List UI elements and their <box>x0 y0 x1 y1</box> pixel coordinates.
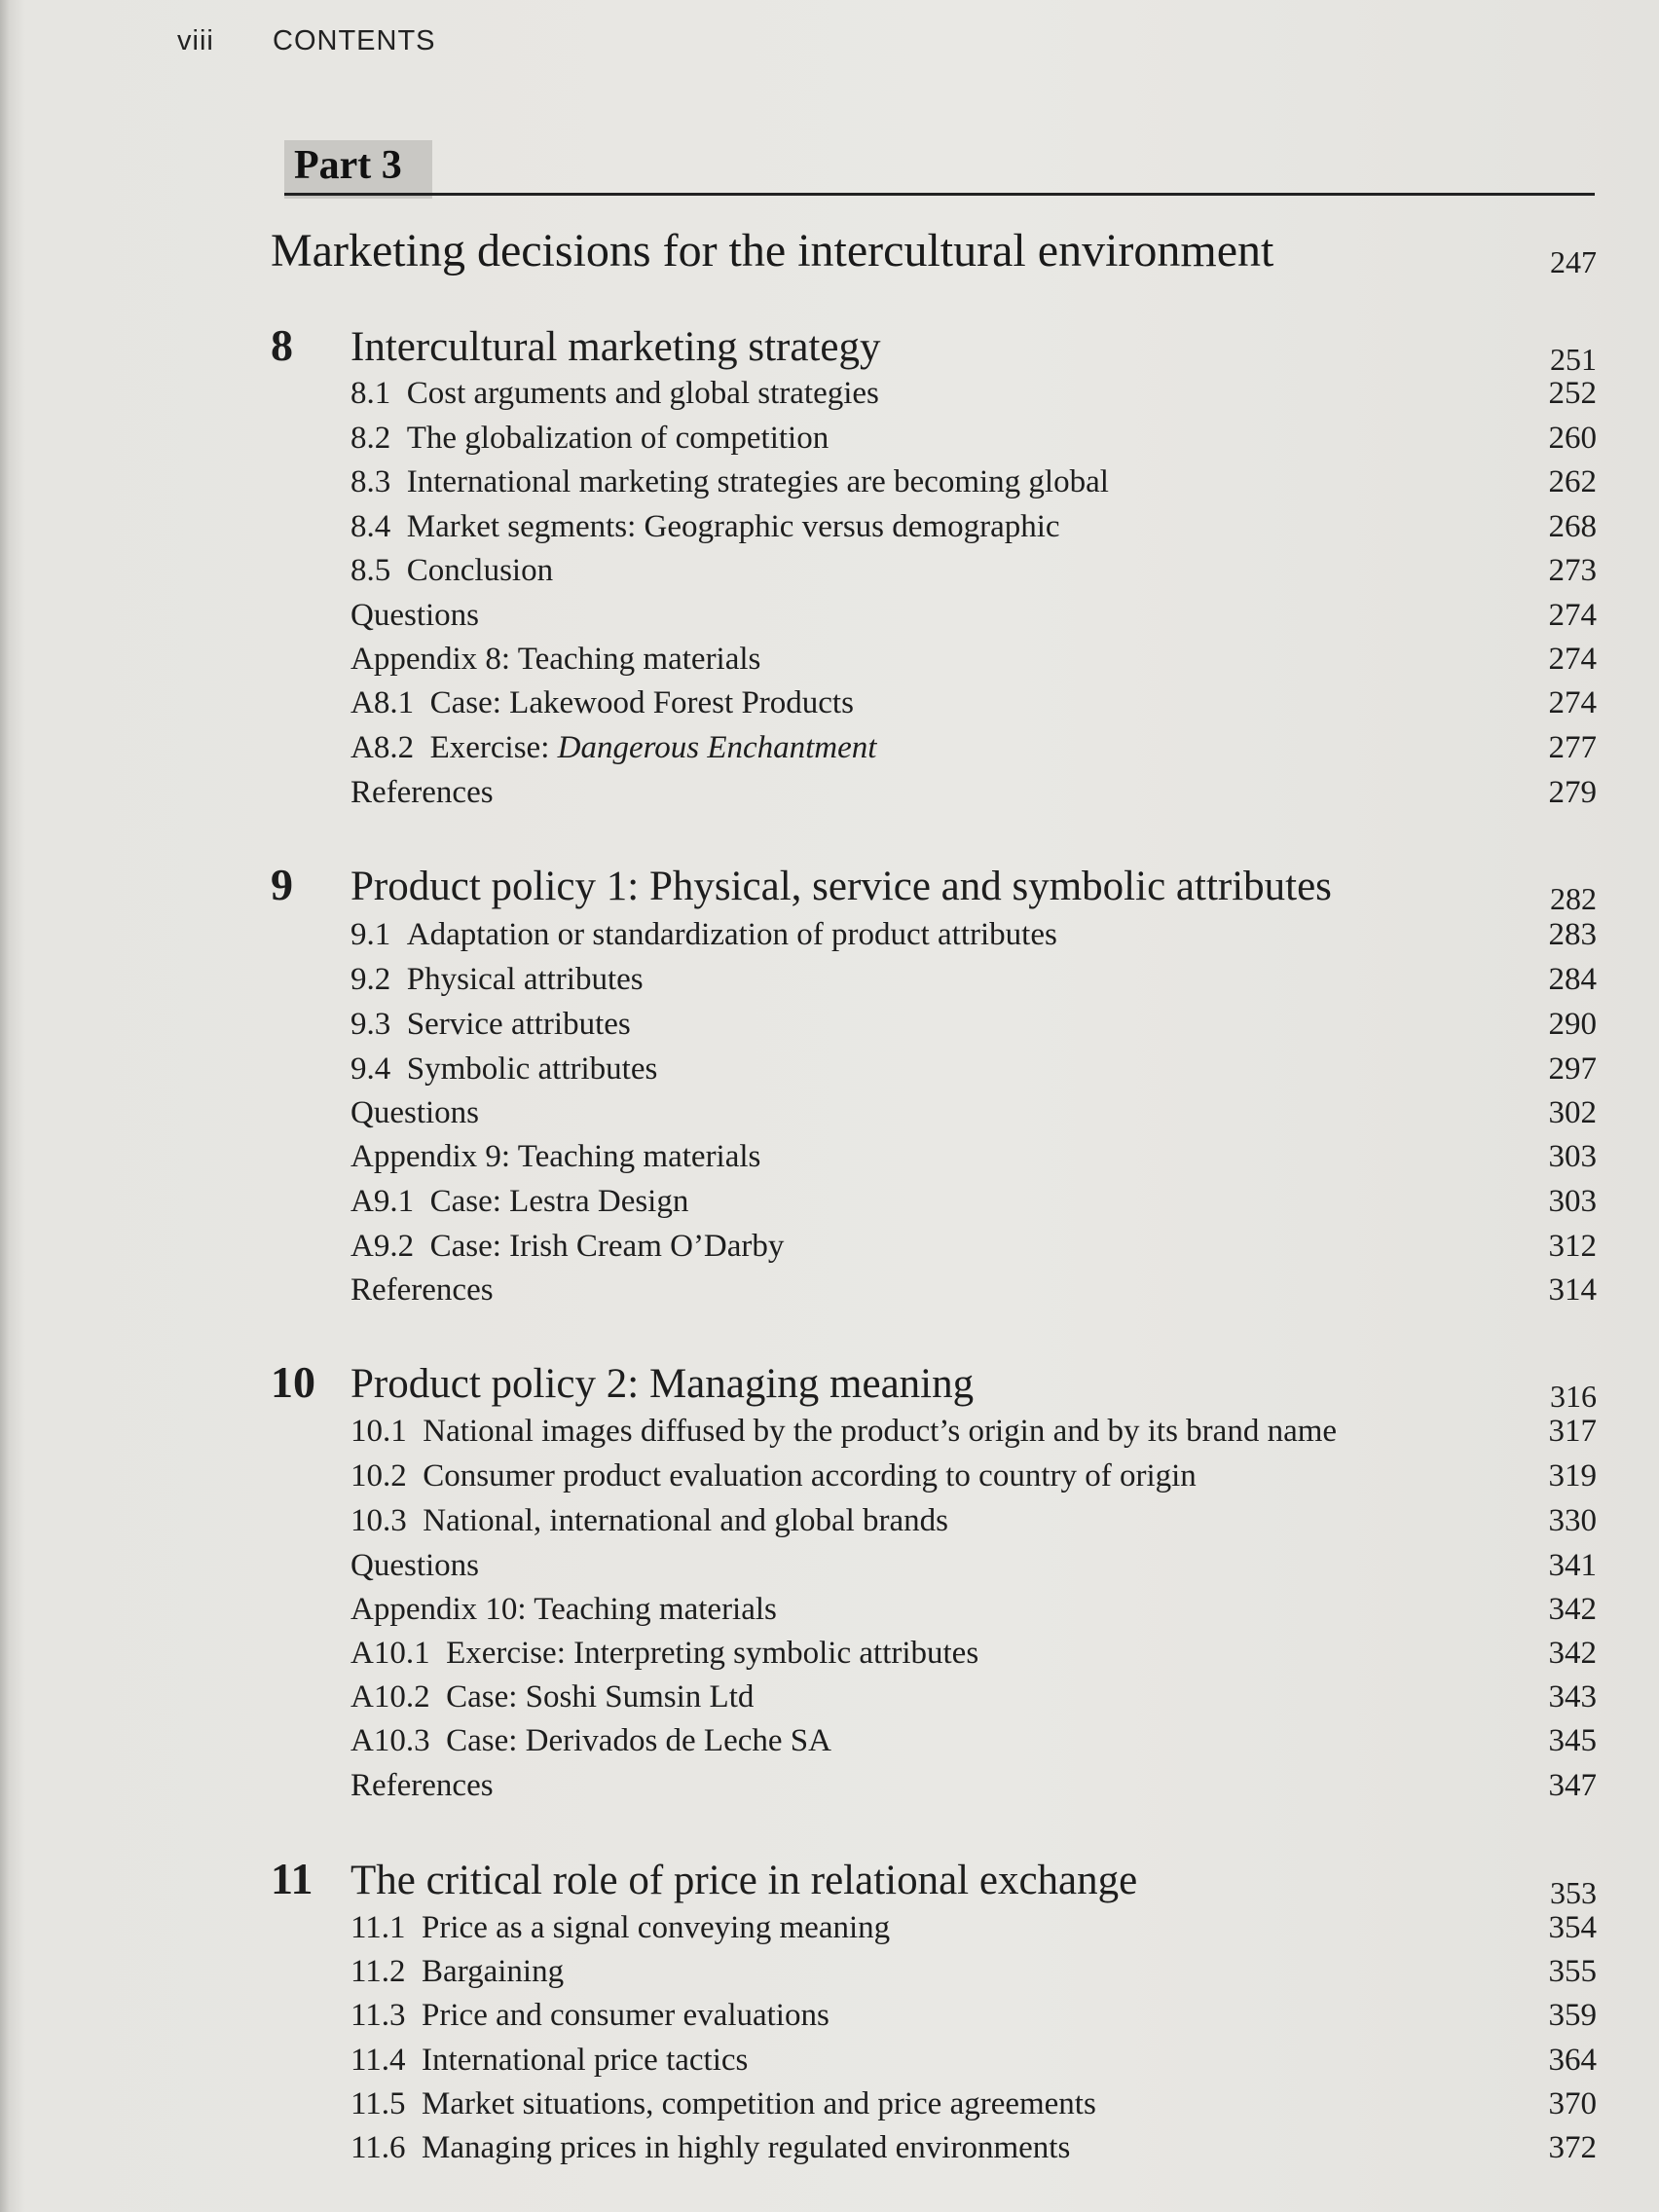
chapter-page: 316 <box>1550 1379 1597 1414</box>
entry-title: Case: Lakewood Forest Products <box>429 685 854 720</box>
entry-number: 11.4 <box>350 2043 406 2078</box>
entry-title: Case: Derivados de Leche SA <box>446 1723 831 1758</box>
entry-title: The globalization of competition <box>406 421 830 456</box>
entry-title: Case: Soshi Sumsin Ltd <box>446 1679 755 1714</box>
entry-number: A9.1 <box>350 1184 415 1219</box>
entry-title: References <box>350 775 494 810</box>
entry-title: Cost arguments and global strategies <box>406 376 879 411</box>
entry-number: 10.3 <box>350 1503 407 1538</box>
toc-entry <box>350 1271 1597 1309</box>
entry-number: 10.2 <box>350 1458 407 1493</box>
entry-title: Case: Lestra Design <box>429 1184 689 1219</box>
entry-number: A10.1 <box>350 1636 430 1671</box>
chapter-title: The critical role of price in relational exchange <box>350 1858 1138 1903</box>
entry-page: 274 <box>1548 642 1597 677</box>
running-head <box>177 25 436 57</box>
entry-number: 11.1 <box>350 1910 406 1945</box>
toc-entry <box>350 1908 1597 1947</box>
entry-page: 364 <box>1548 2043 1597 2078</box>
entry-title: International price tactics <box>422 2043 749 2078</box>
entry-number: 11.3 <box>350 1998 406 2033</box>
entry-page: 303 <box>1548 1139 1597 1174</box>
entry-number: 9.4 <box>350 1051 391 1087</box>
entry-title: Appendix 9: Teaching materials <box>350 1139 761 1174</box>
toc-entry <box>350 1412 1597 1451</box>
toc-entry <box>350 2084 1597 2123</box>
entry-page: 303 <box>1548 1184 1597 1219</box>
entry-title-italic: Dangerous Enchantment <box>557 730 877 765</box>
toc-entry <box>350 2041 1597 2080</box>
entry-page: 355 <box>1548 1954 1597 1989</box>
entry-title: Price as a signal conveying meaning <box>422 1910 891 1945</box>
chapter-heading <box>271 1853 1597 1910</box>
toc-entry <box>350 374 1597 413</box>
entry-title: Consumer product evaluation according to country of origin <box>423 1458 1197 1493</box>
entry-number: 8.1 <box>350 376 391 411</box>
entry-title: References <box>350 1768 494 1803</box>
entry-title: Market situations, competition and price agreements <box>422 2086 1096 2121</box>
part-rule <box>284 193 1595 196</box>
entry-page: 370 <box>1548 2086 1597 2121</box>
chapter-heading <box>271 1356 1597 1414</box>
entry-page: 314 <box>1548 1272 1597 1308</box>
entry-page: 290 <box>1548 1007 1597 1042</box>
entry-page: 347 <box>1548 1768 1597 1803</box>
chapter-page: 353 <box>1550 1875 1597 1910</box>
chapter-number: 11 <box>271 1854 313 1903</box>
entry-title: Service attributes <box>406 1007 631 1042</box>
toc-entry <box>350 1677 1597 1716</box>
entry-page: 302 <box>1548 1095 1597 1130</box>
entry-title: Case: Irish Cream O’Darby <box>429 1229 785 1264</box>
page-folio: viii <box>177 25 214 56</box>
entry-number: 9.3 <box>350 1007 391 1042</box>
entry-title: National, international and global brands <box>423 1503 949 1538</box>
entry-title: Symbolic attributes <box>406 1051 658 1087</box>
entry-number: A10.2 <box>350 1679 430 1714</box>
entry-number: A10.3 <box>350 1723 430 1758</box>
chapter-title: Intercultural marketing strategy <box>350 324 881 370</box>
entry-page: 359 <box>1548 1998 1597 2033</box>
toc-entry <box>350 1546 1597 1585</box>
entry-title: Conclusion <box>406 553 554 588</box>
entry-number: 8.4 <box>350 509 391 544</box>
part-label: Part 3 <box>294 143 402 188</box>
entry-title: Questions <box>350 1548 479 1583</box>
entry-page: 341 <box>1548 1548 1597 1583</box>
entry-number: 11.6 <box>350 2130 406 2165</box>
entry-title: Appendix 10: Teaching materials <box>350 1592 777 1627</box>
toc-entry <box>350 915 1597 954</box>
entry-page: 252 <box>1548 376 1597 411</box>
chapter-page: 251 <box>1550 342 1597 377</box>
entry-page: 319 <box>1548 1458 1597 1493</box>
entry-page: 283 <box>1548 917 1597 952</box>
entry-page: 262 <box>1548 464 1597 499</box>
entry-number: 8.3 <box>350 464 391 499</box>
toc-entry <box>350 1227 1597 1266</box>
part-title-page: 247 <box>1550 244 1597 279</box>
chapter-title: Product policy 2: Managing meaning <box>350 1361 975 1407</box>
toc-entry <box>350 1634 1597 1673</box>
chapter-heading <box>271 319 1597 377</box>
entry-title: Questions <box>350 598 479 633</box>
entry-title: Price and consumer evaluations <box>422 1998 830 2033</box>
entry-page: 260 <box>1548 421 1597 456</box>
toc-entry <box>350 1005 1597 1044</box>
entry-number: A8.1 <box>350 685 415 720</box>
entry-title: References <box>350 1272 494 1308</box>
toc-entry <box>350 728 1597 767</box>
toc-entry <box>350 1137 1597 1176</box>
part-title: Marketing decisions for the intercultural environment <box>271 225 1274 276</box>
toc-entry <box>350 2128 1597 2167</box>
entry-title: Managing prices in highly regulated environments <box>422 2130 1071 2165</box>
chapter-number: 10 <box>271 1357 315 1407</box>
toc-entry <box>350 773 1597 812</box>
toc-entry <box>350 462 1597 501</box>
entry-page: 330 <box>1548 1503 1597 1538</box>
entry-page: 312 <box>1548 1229 1597 1264</box>
entry-number: 11.2 <box>350 1954 406 1989</box>
entry-page: 273 <box>1548 553 1597 588</box>
entry-page: 268 <box>1548 509 1597 544</box>
entry-number: 9.1 <box>350 917 391 952</box>
entry-number: 8.2 <box>350 421 391 456</box>
entry-title: Market segments: Geographic versus demographic <box>406 509 1060 544</box>
entry-number: A9.2 <box>350 1229 415 1264</box>
entry-title: Physical attributes <box>406 962 644 997</box>
toc-entry <box>350 1456 1597 1495</box>
entry-page: 277 <box>1548 730 1597 765</box>
entry-number: 8.5 <box>350 553 391 588</box>
toc-entry <box>350 640 1597 679</box>
entry-page: 354 <box>1548 1910 1597 1945</box>
toc-entry <box>350 1721 1597 1760</box>
entry-title: Adaptation or standardization of product attributes <box>406 917 1057 952</box>
chapter-heading <box>271 859 1597 916</box>
entry-number: A8.2 <box>350 730 415 765</box>
chapter-number: 8 <box>271 320 293 370</box>
toc-entry <box>350 419 1597 458</box>
chapter-title: Product policy 1: Physical, service and symbolic attributes <box>350 864 1332 909</box>
toc-entry <box>350 683 1597 722</box>
toc-entry <box>350 1590 1597 1629</box>
toc-entry <box>350 1766 1597 1805</box>
toc-entry <box>350 1996 1597 2035</box>
toc-entry <box>350 1093 1597 1132</box>
entry-page: 279 <box>1548 775 1597 810</box>
entry-page: 274 <box>1548 685 1597 720</box>
entry-number: 9.2 <box>350 962 391 997</box>
toc-entry <box>350 1952 1597 1991</box>
entry-number: 11.5 <box>350 2086 406 2121</box>
entry-title: Appendix 8: Teaching materials <box>350 642 761 677</box>
chapter-number: 9 <box>271 860 293 909</box>
entry-page: 284 <box>1548 962 1597 997</box>
entry-title: International marketing strategies are becoming global <box>406 464 1109 499</box>
entry-title: Questions <box>350 1095 479 1130</box>
entry-title: Bargaining <box>422 1954 565 1989</box>
toc-entry <box>350 1050 1597 1088</box>
entry-page: 297 <box>1548 1051 1597 1087</box>
entry-page: 343 <box>1548 1679 1597 1714</box>
entry-page: 342 <box>1548 1636 1597 1671</box>
entry-page: 317 <box>1548 1414 1597 1449</box>
toc-entry <box>350 960 1597 999</box>
running-head-title: CONTENTS <box>273 25 436 56</box>
entry-title: National images diffused by the product’s origin and by its brand name <box>423 1414 1338 1449</box>
toc-entry <box>350 507 1597 546</box>
entry-page: 345 <box>1548 1723 1597 1758</box>
entry-page: 274 <box>1548 598 1597 633</box>
entry-number: 10.1 <box>350 1414 407 1449</box>
entry-page: 342 <box>1548 1592 1597 1627</box>
toc-entry <box>350 551 1597 590</box>
entry-title: Exercise: <box>429 730 558 765</box>
toc-entry <box>350 1182 1597 1221</box>
chapter-page: 282 <box>1550 881 1597 916</box>
entry-title: Exercise: Interpreting symbolic attributes <box>446 1636 979 1671</box>
toc-entry <box>350 596 1597 635</box>
toc-entry <box>350 1501 1597 1540</box>
entry-page: 372 <box>1548 2130 1597 2165</box>
